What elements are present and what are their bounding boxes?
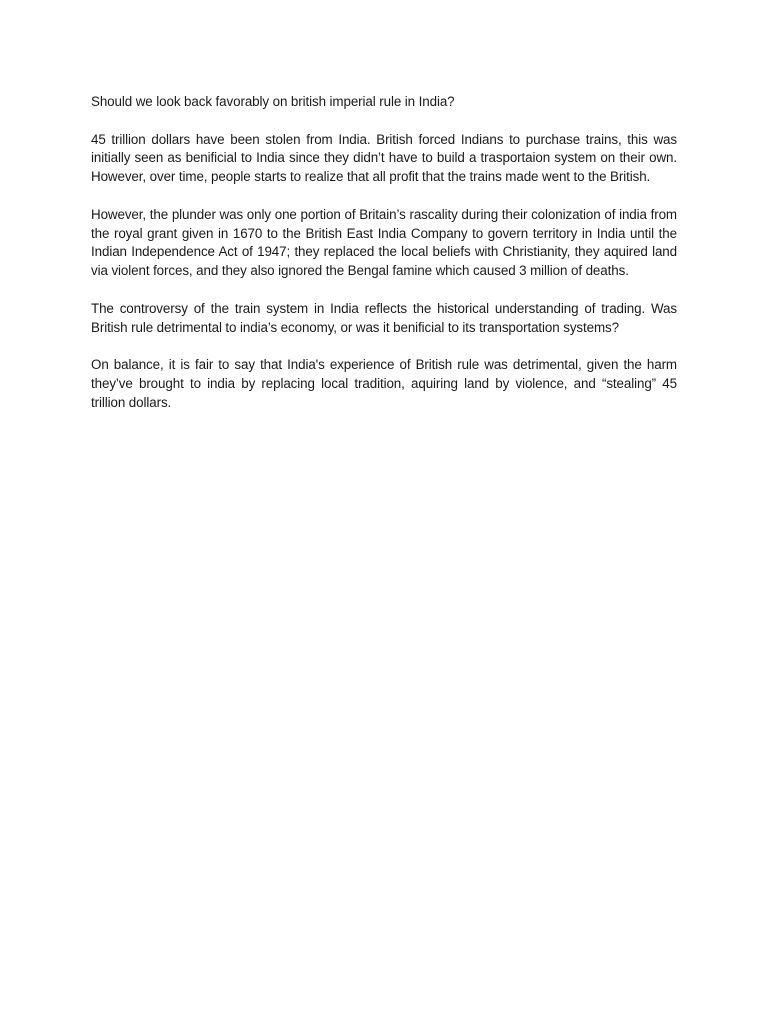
paragraph-3: The controversy of the train system in India reflects the historical understanding of trading. Was British rule detrimental to india’s economy, or was it benificial to its transportation systems? <box>91 300 677 335</box>
document-title: Should we look back favorably on british imperial rule in India? <box>91 94 455 109</box>
paragraph-1: 45 trillion dollars have been stolen from India. British forced Indians to purchase trains, this was initially seen as benificial to India since they didn’t have to build a trasportaion system on their own. However, over time, people starts to realize that all profit that the trains made went to the British. <box>91 131 677 185</box>
paragraph-2: However, the plunder was only one portion of Britain’s rascality during their colonization of india from the royal grant given in 1670 to the British East India Company to govern territory in India until the Indian Independence Act of 1947; they replaced the local beliefs with Christianity, they aquired land via violent forces, and they also ignored the Bengal famine which caused 3 million of deaths. <box>91 206 677 279</box>
paragraph-4: On balance, it is fair to say that India's experience of British rule was detrimental, given the harm they’ve brought to india by replacing local tradition, aquiring land by violence, and “stealing” 45 trillion dollars. <box>91 357 677 410</box>
document-body <box>91 93 677 431</box>
